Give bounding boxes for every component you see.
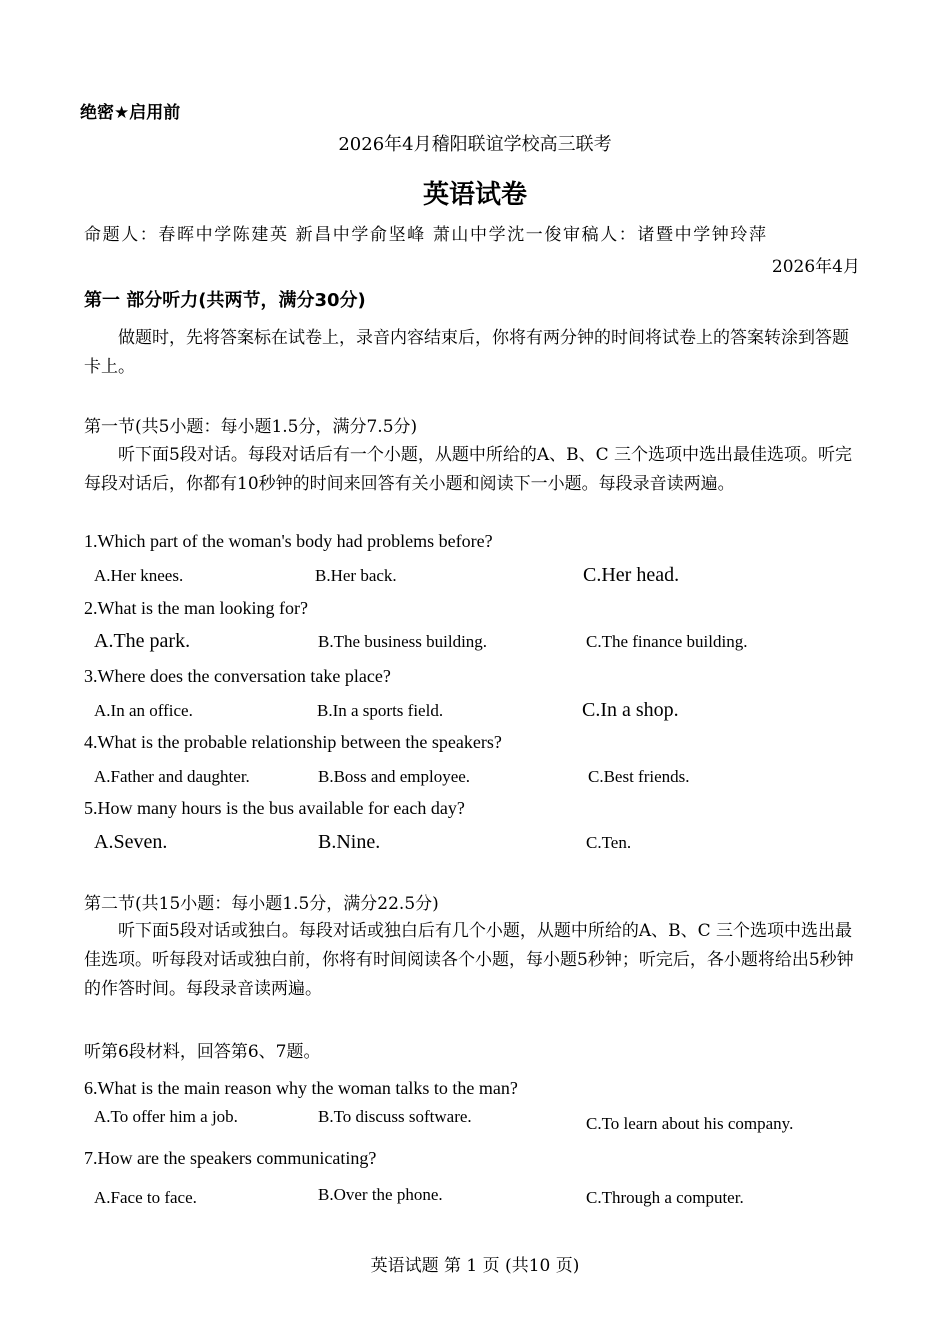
exam-authors: 命题人：春晖中学陈建英 新昌中学俞坚峰 萧山中学沈一俊审稿人：诸暨中学钟玲萍 (84, 225, 768, 245)
page-footer: 英语试题 第 1 页 (共10 页) (370, 1256, 580, 1276)
q4-option-c: C.Best friends. (588, 767, 690, 786)
part1-intro: 做题时，先将答案标在试卷上，录音内容结束后，你将有两分钟的时间将试卷上的答案转涂到答题卡上。 (84, 328, 849, 377)
exam-date: 2026年4月 (771, 257, 860, 277)
part1-heading: 第一 部分听力(共两节，满分30分) (84, 290, 366, 311)
q1-option-a: A.Her knees. (94, 566, 184, 585)
secret-label: 绝密★启用前 (80, 103, 181, 123)
q2-option-a: A.The park. (94, 630, 191, 652)
section1-intro: 听下面5段对话。每段对话后有一个小题，从题中所给的A、B、C 三个选项中选出最佳选项。听完每段对话后，你都有10秒钟的时间来回答有关小题和阅读下一小题。每段录音读两遍。 (84, 445, 852, 494)
q6-option-a: A.To offer him a job. (94, 1107, 238, 1126)
question-2: 2.What is the man looking for? (84, 598, 308, 618)
q5-option-c: C.Ten. (586, 833, 632, 852)
q7-option-b: B.Over the phone. (318, 1185, 443, 1204)
q2-option-b: B.The business building. (318, 632, 488, 651)
section1-heading: 第一节(共5小题：每小题1.5分，满分7.5分) (84, 417, 418, 437)
q6-option-c: C.To learn about his company. (586, 1114, 794, 1133)
q3-option-b: B.In a sports field. (317, 701, 444, 720)
q6-option-b: B.To discuss software. (318, 1107, 472, 1126)
question-5: 5.How many hours is the bus available for each day? (84, 798, 465, 818)
question-1: 1.Which part of the woman's body had problems before? (84, 531, 493, 551)
q5-option-b: B.Nine. (318, 831, 381, 853)
q5-option-a: A.Seven. (94, 831, 168, 853)
question-6: 6.What is the main reason why the woman talks to the man? (84, 1078, 518, 1098)
exam-subtitle: 2026年4月稽阳联谊学校高三联考 (338, 134, 612, 155)
q7-option-c: C.Through a computer. (586, 1188, 744, 1207)
q3-option-c: C.In a shop. (582, 699, 679, 721)
q1-option-b: B.Her back. (315, 566, 397, 585)
q4-option-b: B.Boss and employee. (318, 767, 471, 786)
exam-title: 英语试卷 (422, 180, 527, 210)
section2-intro: 听下面5段对话或独白。每段对话或独白后有几个小题，从题中所给的A、B、C 三个选项中选出最佳选项。听每段对话或独白前，你将有时间阅读各个小题，每小题5秒钟；听完后，各小题将给出5秒钟的作答时间。每段录音读两遍。 (84, 921, 854, 999)
q4-option-a: A.Father and daughter. (94, 767, 250, 786)
question-7: 7.How are the speakers communicating? (84, 1148, 377, 1168)
material-6-label: 听第6段材料，回答第6、7题。 (84, 1042, 321, 1062)
q3-option-a: A.In an office. (94, 701, 193, 720)
q1-option-c: C.Her head. (583, 564, 680, 586)
question-4: 4.What is the probable relationship between the speakers? (84, 732, 502, 752)
question-3: 3.Where does the conversation take place? (84, 666, 391, 686)
section2-heading: 第二节(共15小题：每小题1.5分，满分22.5分) (84, 894, 439, 914)
q7-option-a: A.Face to face. (94, 1188, 197, 1207)
q2-option-c: C.The finance building. (586, 632, 748, 651)
